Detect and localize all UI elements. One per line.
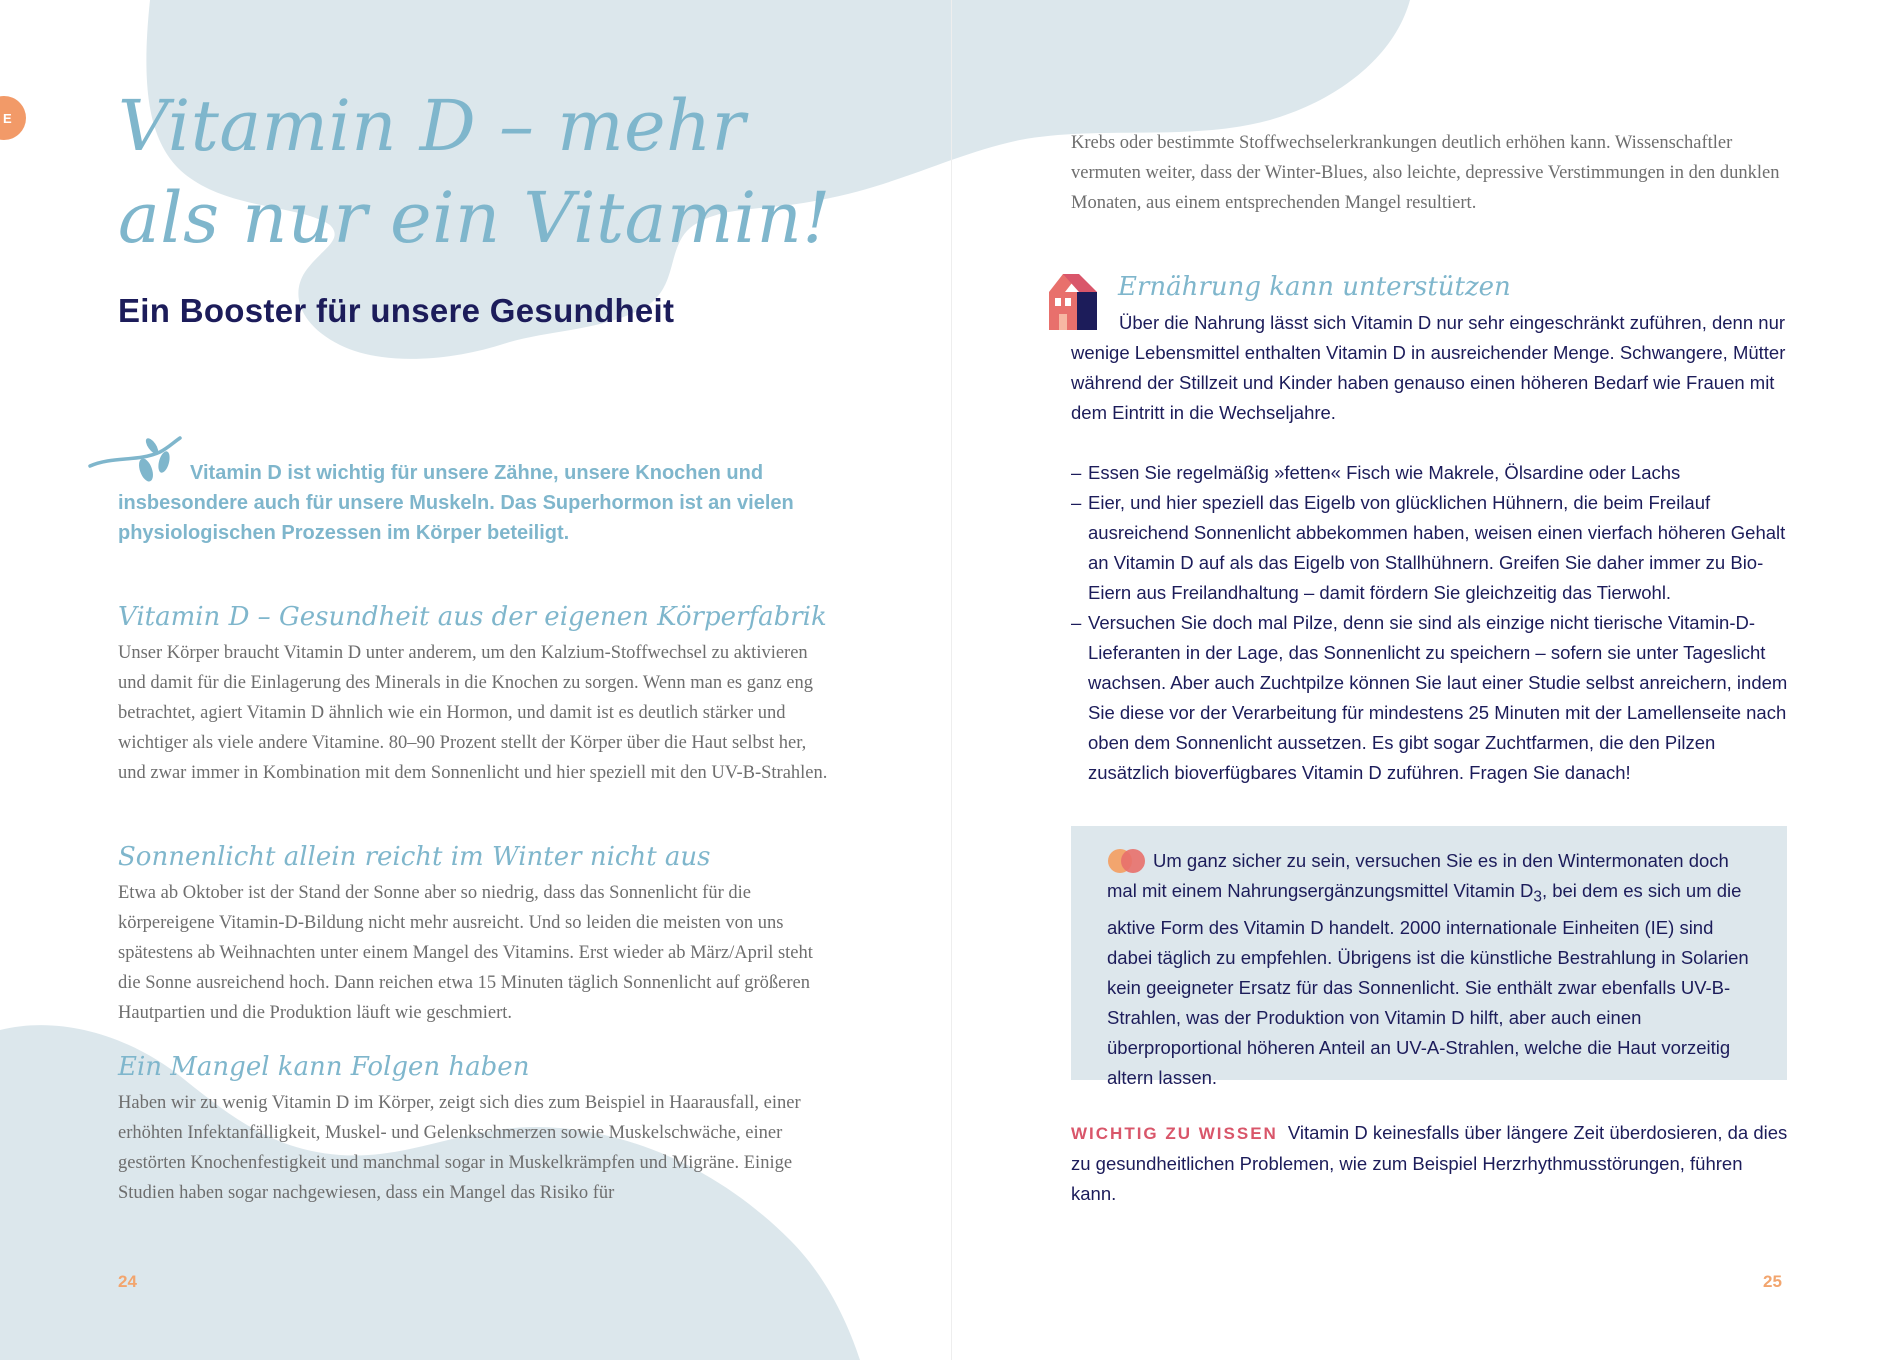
section-text-2: Etwa ab Oktober ist der Stand der Sonne aber so niedrig, dass das Sonnenlicht für die körpereigene Vitamin-D-Bildung nicht mehr ausreicht. Und so leiden die meisten von uns spätestens ab Weihnachten unter einem Mangel des Vitamins. Erst wieder ab März/April steht die Sonne ausreichend hoch. Dann reichen etwa 15 Minuten täglich Sonnenlicht auf größeren Hautpartien und die Produktion läuft wie geschmiert.: [118, 883, 813, 1023]
important-label: WICHTIG ZU WISSEN: [1071, 1124, 1278, 1143]
lead-paragraph: Vitamin D ist wichtig für unsere Zähne, unsere Knochen und insbesondere auch für unsere Muskeln. Das Superhormon ist an vielen physiologischen Prozessen im Körper beteiligt.: [118, 462, 794, 544]
list-item-text: Essen Sie regelmäßig »fetten« Fisch wie Makrele, Ölsardine oder Lachs: [1088, 462, 1681, 483]
info-text-part-1: Um ganz sicher zu sein, versuchen Sie es in den Wintermonaten doch mal mit einem Nahrungsergänzungsmittel Vitamin D: [1107, 850, 1729, 901]
chapter-tab-letter: E: [3, 110, 12, 126]
page-subtitle: Ein Booster für unsere Gesundheit: [118, 292, 675, 329]
list-item-text: Eier, und hier speziell das Eigelb von glücklichen Hühnern, die beim Freilauf ausreichend Sonnenlicht abbekommen haben, weisen einen vierfach höheren Gehalt an Vitamin D auf als das Eigelb von Stallhühnern. Greifen Sie daher immer zu Bio-Eiern aus Freilandhaltung – damit fördern Sie gleichzeitig das Tierwohl.: [1088, 492, 1786, 603]
list-dash: –: [1071, 492, 1082, 513]
section-text-3: Haben wir zu wenig Vitamin D im Körper, zeigt sich dies zum Beispiel in Haarausfall, einer erhöhten Infektanfälligkeit, Muskel- und Gelenkschmerzen sowie Muskelschwäche, einer gestörten Knochenfestigkeit und manchmal sogar in Muskelkrämpfen und Migräne. Einige Studien haben sogar nachgewiesen, dass ein Mangel das Risiko für: [118, 1093, 801, 1203]
page-number-right: 25: [1763, 1272, 1782, 1291]
nutrition-paragraph: Über die Nahrung lässt sich Vitamin D nur sehr eingeschränkt zuführen, denn nur wenige Lebensmittel enthalten Vitamin D in ausreichender Menge. Schwangere, Mütter während der Stillzeit und Kinder haben genauso einen höheren Bedarf wie Frauen mit dem Eintritt in die Wechseljahre.: [1071, 312, 1786, 423]
right-intro-text: Krebs oder bestimmte Stoffwechselerkrankungen deutlich erhöhen kann. Wissenschaftler vermuten weiter, dass der Winter-Blues, also leichte, depressive Verstimmungen in den dunklen Monaten, aus einem entsprechenden Mangel resultiert.: [1071, 133, 1780, 213]
nutrition-heading: Ernährung kann unterstützen: [1118, 272, 1511, 302]
info-box-text: [1107, 846, 1759, 1093]
list-dash: –: [1071, 462, 1082, 483]
nutrition-list: [1071, 458, 1791, 788]
info-text-part-2: , bei dem es sich um die aktive Form des Vitamin D handelt. 2000 internationale Einheiten (IE) sind dabei täglich zu empfehlen. Übrigens ist die künstliche Bestrahlung in Solarien kein geeigneter Ersatz für das Sonnenlicht. Sie enthält zwar ebenfalls UV-B-Strahlen, was der Produktion von Vitamin D hilft, aber auch einen überproportional höheren Anteil an UV-A-Strahlen, welche die Haut vorzeitig altern lassen.: [1107, 880, 1749, 1088]
title-line-1: Vitamin D – mehr: [118, 85, 746, 167]
info-box: [1071, 826, 1787, 1088]
section-heading-1: Vitamin D – Gesundheit aus der eigenen Körperfabrik: [118, 602, 827, 632]
important-note: [1071, 1118, 1791, 1209]
section-heading-3: Ein Mangel kann Folgen haben: [118, 1052, 530, 1082]
page-gutter: [951, 0, 952, 1360]
list-item: [1071, 608, 1791, 788]
title-line-2: als nur ein Vitamin!: [118, 177, 831, 259]
page-title: [118, 80, 831, 264]
list-item: [1071, 488, 1791, 608]
info-subscript: 3: [1533, 888, 1542, 906]
page-number-left: 24: [118, 1272, 137, 1291]
list-item: [1071, 458, 1791, 488]
list-dash: –: [1071, 612, 1082, 633]
important-text: Vitamin D keinesfalls über längere Zeit überdosieren, da dies zu gesundheitlichen Problemen, wie zum Beispiel Herzrhythmusstörungen, führen kann.: [1071, 1122, 1788, 1204]
section-text-1: Unser Körper braucht Vitamin D unter anderem, um den Kalzium-Stoffwechsel zu aktivieren und damit für die Einlagerung des Minerals in die Knochen zu sorgen. Wenn man es ganz eng betrachtet, agiert Vitamin D ähnlich wie ein Hormon, und damit ist es deutlich stärker und wichtiger als viele andere Vitamine. 80–90 Prozent stellt der Körper über die Haut selbst her, und zwar immer in Kombination mit dem Sonnenlicht und hier speziell mit den UV-B-Strahlen.: [118, 643, 828, 783]
section-heading-2: Sonnenlicht allein reicht im Winter nicht aus: [118, 842, 711, 872]
list-item-text: Versuchen Sie doch mal Pilze, denn sie sind als einzige nicht tierische Vitamin-D-Lieferanten in der Lage, das Sonnenlicht zu speichern – sofern sie unter Tageslicht wachsen. Aber auch Zuchtpilze können Sie laut einer Studie selbst anreichern, indem Sie diese vor der Verarbeitung für mindestens 25 Minuten mit der Lamellenseite nach oben dem Sonnenlicht aussetzen. Es gibt sogar Zuchtfarmen, die den Pilzen zusätzlich bioverfügbares Vitamin D zuführen. Fragen Sie danach!: [1088, 612, 1788, 783]
